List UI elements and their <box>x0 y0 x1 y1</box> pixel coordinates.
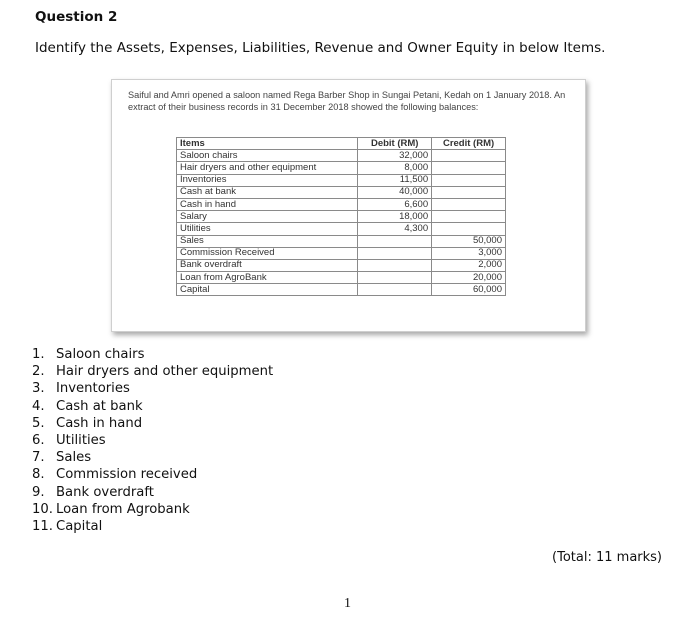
list-item-number: 11. <box>32 519 53 535</box>
cell-item: Salary <box>177 211 358 223</box>
cell-credit <box>432 211 506 223</box>
table-row <box>177 247 506 259</box>
list-item-text: Cash in hand <box>56 415 143 431</box>
cell-credit: 2,000 <box>432 259 506 271</box>
table-row <box>177 259 506 271</box>
cell-credit <box>432 186 506 198</box>
list-item-number: 3. <box>32 381 45 397</box>
table-row <box>177 284 506 296</box>
table-row <box>177 211 506 223</box>
cell-credit: 60,000 <box>432 284 506 296</box>
list-item-text: Bank overdraft <box>56 484 154 500</box>
cell-credit <box>432 223 506 235</box>
cell-item: Bank overdraft <box>177 259 358 271</box>
cell-item: Sales <box>177 235 358 247</box>
list-item-number: 1. <box>32 347 45 362</box>
table-header-row <box>177 138 506 150</box>
item-list <box>32 346 273 535</box>
cell-item: Utilities <box>177 223 358 235</box>
table-row <box>177 186 506 198</box>
cell-credit <box>432 150 506 162</box>
cell-credit <box>432 162 506 174</box>
question-instruction: Identify the Assets, Expenses, Liabilities, Revenue and Owner Equity in below Items. <box>35 40 606 56</box>
list-item <box>32 398 273 415</box>
cell-credit: 3,000 <box>432 247 506 259</box>
header-items: Items <box>177 138 358 150</box>
cell-item: Inventories <box>177 174 358 186</box>
list-item <box>32 415 273 432</box>
table-row <box>177 223 506 235</box>
list-item <box>32 449 273 466</box>
cell-item: Cash at bank <box>177 186 358 198</box>
cell-debit: 8,000 <box>358 162 432 174</box>
list-item-number: 8. <box>32 467 45 483</box>
list-item-text: Inventories <box>56 381 130 397</box>
header-debit: Debit (RM) <box>358 138 432 150</box>
cell-debit <box>358 284 432 296</box>
cell-item: Capital <box>177 284 358 296</box>
page-number: 1 <box>344 596 351 611</box>
list-item-number: 9. <box>32 484 45 500</box>
list-item-text: Capital <box>56 519 103 535</box>
list-item-number: 2. <box>32 364 45 380</box>
list-item-text: Utilities <box>56 433 106 449</box>
header-credit: Credit (RM) <box>432 138 506 150</box>
list-item <box>32 501 273 518</box>
list-item <box>32 484 273 501</box>
list-item <box>32 518 273 535</box>
cell-debit <box>358 259 432 271</box>
list-item-text: Saloon chairs <box>56 347 145 362</box>
cell-debit <box>358 235 432 247</box>
table-row <box>177 150 506 162</box>
list-item-number: 4. <box>32 398 45 414</box>
list-item <box>32 380 273 397</box>
cell-debit: 6,600 <box>358 198 432 210</box>
cell-debit: 40,000 <box>358 186 432 198</box>
cell-debit: 4,300 <box>358 223 432 235</box>
list-item <box>32 363 273 380</box>
cell-credit: 20,000 <box>432 272 506 284</box>
list-item <box>32 346 273 363</box>
list-item-text: Cash at bank <box>56 398 143 414</box>
cell-item: Hair dryers and other equipment <box>177 162 358 174</box>
list-item-text: Hair dryers and other equipment <box>56 364 274 380</box>
cell-debit: 18,000 <box>358 211 432 223</box>
balances-table <box>176 137 506 296</box>
cell-debit: 32,000 <box>358 150 432 162</box>
list-item-text: Sales <box>56 450 92 466</box>
cell-debit <box>358 272 432 284</box>
table-row <box>177 174 506 186</box>
list-item <box>32 432 273 449</box>
list-item-number: 6. <box>32 433 45 449</box>
list-item <box>32 466 273 483</box>
cell-item: Saloon chairs <box>177 150 358 162</box>
cell-item: Loan from AgroBank <box>177 272 358 284</box>
table-row <box>177 272 506 284</box>
cell-debit <box>358 247 432 259</box>
cell-item: Commission Received <box>177 247 358 259</box>
cell-credit: 50,000 <box>432 235 506 247</box>
cell-debit: 11,500 <box>358 174 432 186</box>
list-item-text: Commission received <box>56 467 198 483</box>
figure-intro: Saiful and Amri opened a saloon named Rega Barber Shop in Sungai Petani, Kedah on 1 January 2018. An extract of their business records in 31 December 2018 showed the following balances: <box>128 90 566 112</box>
cell-item: Cash in hand <box>177 198 358 210</box>
cell-credit <box>432 174 506 186</box>
cell-credit <box>432 198 506 210</box>
table-row <box>177 162 506 174</box>
list-item-number: 5. <box>32 415 45 431</box>
question-title: Question 2 <box>35 9 118 25</box>
balances-figure <box>111 79 586 332</box>
list-item-text: Loan from Agrobank <box>56 501 190 517</box>
table-row <box>177 198 506 210</box>
list-item-number: 10. <box>32 501 53 517</box>
list-item-number: 7. <box>32 450 45 466</box>
total-marks: (Total: 11 marks) <box>552 550 662 565</box>
table-row <box>177 235 506 247</box>
